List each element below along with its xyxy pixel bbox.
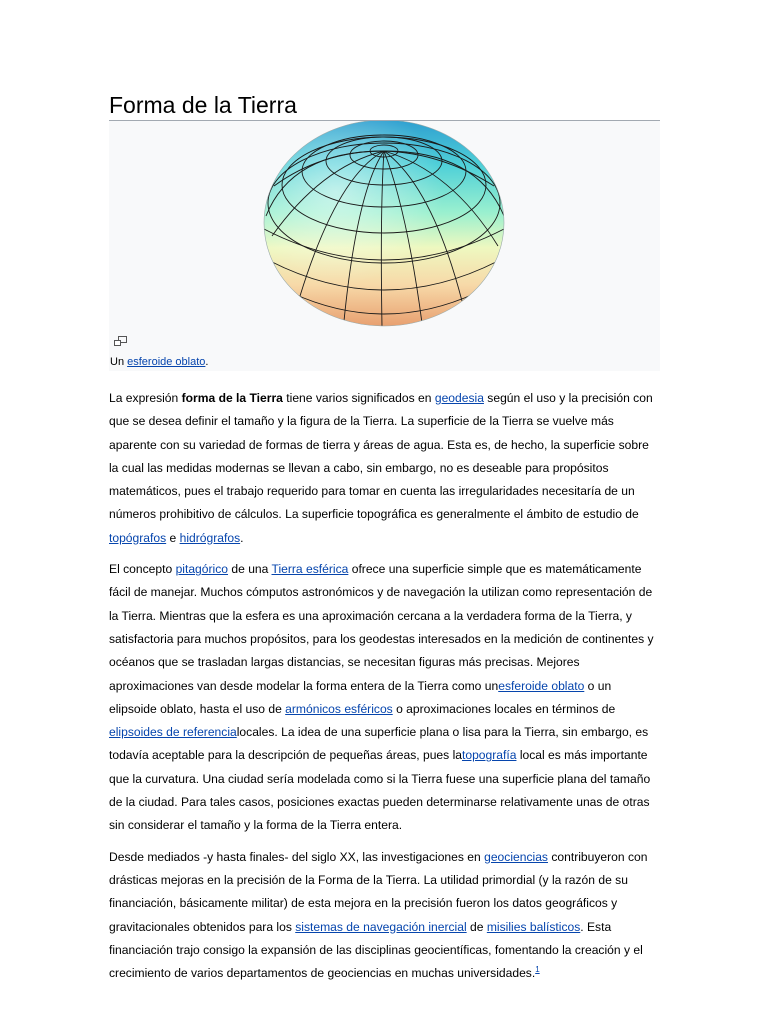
article-body <box>109 387 660 993</box>
link-pitagorico[interactable]: pitagórico <box>175 562 229 577</box>
link-tierra-esferica[interactable]: Tierra esférica <box>271 562 349 577</box>
figure-caption: Un esferoide oblato. <box>110 356 209 368</box>
paragraph-1: La expresión forma de la Tierra tiene varios significados en geodesia según el uso y la precisión con que se desea definir el tamaño y la figura de la Tierra. La superficie de la Tierra se vuelve más aparente con su variedad de formas de tierra y áreas de agua. Esta es, de hecho, la superficie sobre la cual las medidas modernas se llevan a cabo, sin embargo, no es deseable para propósitos matemáticos, pues el trabajo requerido para tomar en cuenta las irregularidades necesitaría de un números prohibitivo de cálculos. La superficie topográfica es generalmente el ámbito de estudio de topógrafos e hidrógrafos. <box>109 391 653 545</box>
link-hidrografos[interactable]: hidrógrafos <box>179 530 241 545</box>
paragraph-3: Desde mediados -y hasta finales- del siglo XX, las investigaciones en geociencias contribuyeron con drásticas mejoras en la precisión de la Forma de la Tierra. La utilidad primordial (y la razón de su financiación, básicamente militar) de esta mejora en la precisión fueron los datos geográficos y gravitacionales obtenidos para los sistemas de navegación inercial de misilies balísticos. Esta financiación trajo consigo la expansión de las disciplinas geocientíficas, fomentando la creación y el crecimiento de varios departamentos de geociencias en muchas universidades.$^1$ <box>109 849 648 981</box>
link-esferoide-oblato[interactable]: esferoide oblato <box>498 678 585 693</box>
caption-link-esferoide-oblato[interactable]: esferoide oblato <box>127 356 206 368</box>
link-geociencias[interactable]: geociencias <box>484 849 548 864</box>
link-armonicos-esfericos[interactable]: armónicos esféricos <box>285 701 393 716</box>
oblate-spheroid-image[interactable] <box>262 121 507 331</box>
link-sistemas-navegacion-inercial[interactable]: sistemas de navegación inercial <box>295 919 467 934</box>
page-title: Forma de la Tierra <box>109 92 297 118</box>
paragraph-2: El concepto pitagórico de una Tierra esférica ofrece una superficie simple que es matemáticamente fácil de manejar. Muchos cómputos astronómicos y de navegación la utilizan como representación de la Tierra. Mientras que la esfera es una aproximación cercana a la verdadera forma de la Tierra, y satisfactoria para muchos propósitos, para los geodestas interesados en la medición de continentes y océanos que se trasladan largas distancias, se necesitan figuras más precisas. Mejores aproximaciones van desde modelar la forma entera de la Tierra como unesferoide oblato o un elipsoide oblato, hasta el uso de armónicos esféricos o aproximaciones locales en términos de elipsoides de referencialocales. La idea de una superficie plana o lisa para la Tierra, sin embargo, es todavía aceptable para la descripción de pequeñas áreas, pues latopografía local es más importante que la curvatura. Una ciudad sería modelada como si la Tierra fuese una superficie plana del tamaño de la ciudad. Para tales casos, posiciones exactas pueden determinarse relativamente unas de otras sin considerar el tamaño y la forma de la Tierra entera. <box>109 562 654 833</box>
figure <box>109 121 660 371</box>
link-topografos[interactable]: topógrafos <box>109 530 167 545</box>
bold-term: forma de la Tierra <box>181 391 283 405</box>
enlarge-icon[interactable] <box>114 336 127 346</box>
link-geodesia[interactable]: geodesia <box>434 391 484 405</box>
link-topografia[interactable]: topografía <box>461 748 517 763</box>
reference-link[interactable]: 1 <box>535 965 540 975</box>
link-elipsoides-de-referencia[interactable]: elipsoides de referencia <box>109 725 237 740</box>
link-misilies-balisticos[interactable]: misilies balísticos <box>486 919 581 934</box>
